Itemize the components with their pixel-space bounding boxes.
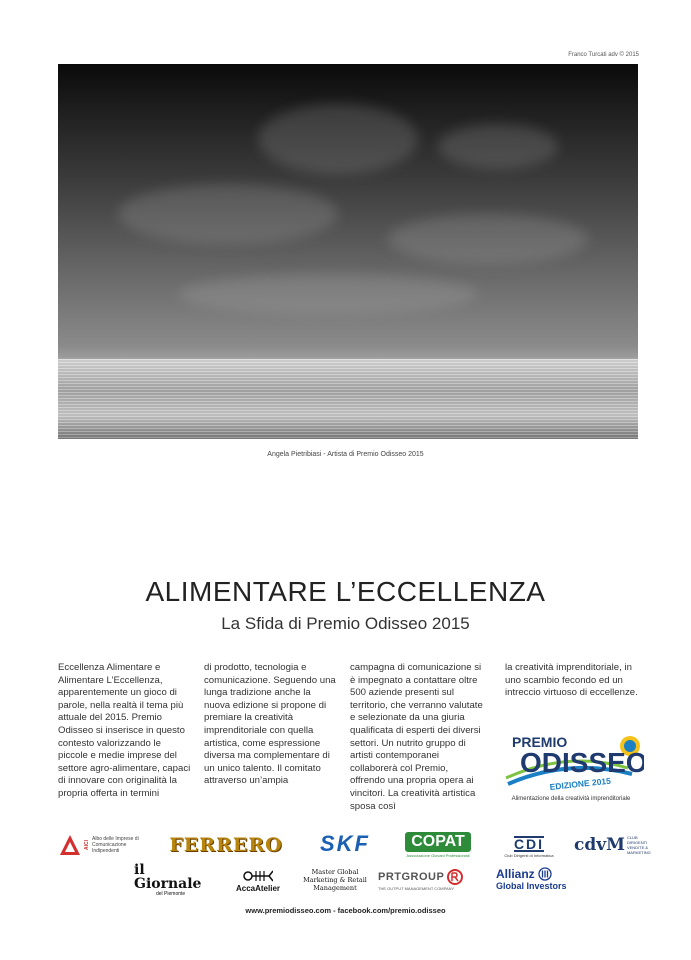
text-column-1: Eccellenza Alimentare e Alimentare L’Eccellenza, apparentemente un gioco di parole, nella realtà il tema più attuale del 2015. Premio Odisseo si inserisce in questo contesto valorizzando le piccole e medie imprese del settore agro-alimentare, capaci di innovare con originalità la propria offerta in termini bbox=[58, 662, 191, 799]
text-column-2: di prodotto, tecnologia e comunicazione. Seguendo una lunga tradizione anche la nuova edizione si propone di premiare la creatività imprenditoriale con quella artistica, come espressione diversa ma complementare di un unico talento. Il comitato attraverso un’ampia bbox=[204, 662, 336, 787]
odisseo-word: ODISSEO bbox=[520, 747, 644, 778]
cdi-logo: CDI Club Dirigenti di Informatica bbox=[504, 836, 554, 858]
sea-surface bbox=[58, 359, 638, 439]
skf-logo: SKF bbox=[320, 831, 370, 856]
page-subtitle: La Sfida di Premio Odisseo 2015 bbox=[221, 614, 470, 633]
text-column-4: la creatività imprenditoriale, in uno scambio fecondo ed un intreccio virtuoso di eccellenze. bbox=[505, 662, 638, 699]
acca-atelier-logo: AccaAtelier bbox=[228, 864, 288, 896]
master-gmrm-logo: Master Global Marketing & Retail Management bbox=[303, 868, 367, 892]
allianz-logo: Allianz Global Investors bbox=[496, 867, 567, 891]
fish-bone-icon bbox=[243, 868, 273, 884]
aici-logo: AICI Albo delle Imprese di Comunicazione Indipendenti bbox=[58, 832, 158, 858]
premio-odisseo-logo bbox=[498, 730, 644, 796]
allianz-eagle-icon bbox=[538, 867, 552, 881]
premio-tagline: Alimentazione della creatività imprenditoriale bbox=[511, 796, 631, 802]
il-giornale-logo: il Giornale del Piemonte bbox=[134, 862, 202, 897]
prt-group-logo: PRTGROUP THE OUTPUT MANAGEMENT COMPANY bbox=[378, 866, 482, 892]
premio-word: PREMIO bbox=[512, 734, 568, 750]
cdvm-logo: cdvM CLUB DIRIGENTI VENDITE & MARKETING bbox=[574, 835, 651, 855]
prt-badge-icon bbox=[446, 868, 464, 886]
seascape-photo bbox=[58, 64, 638, 439]
page-title: ALIMENTARE L’ECCELLENZA bbox=[145, 576, 546, 607]
footer-links: www.premiodisseo.com - facebook.com/premio.odisseo bbox=[245, 906, 446, 915]
text-column-3: campagna di comunicazione si è impegnato a contattare oltre 500 aziende presenti sul territorio, che verranno valutate e selezionate da una giuria qualificata di esperti dei diversi settori. Un nutrito gruppo di artisti contemporanei collaborerà col Premio, offrendo una propria opera ai vincitori. La creatività artistica sposa così bbox=[350, 662, 483, 812]
photo-caption: Angela Pietribiasi - Artista di Premio Odisseo 2015 bbox=[267, 451, 424, 458]
ferrero-logo: FERRERO bbox=[169, 834, 283, 856]
aici-mark-icon bbox=[58, 833, 82, 857]
copat-logo: COPAT Associazione Giovani Professionisti bbox=[406, 833, 470, 858]
edition-label: EDIZIONE 2015 bbox=[549, 775, 612, 792]
credit-line: Franco Turcati adv © 2015 bbox=[568, 52, 639, 58]
